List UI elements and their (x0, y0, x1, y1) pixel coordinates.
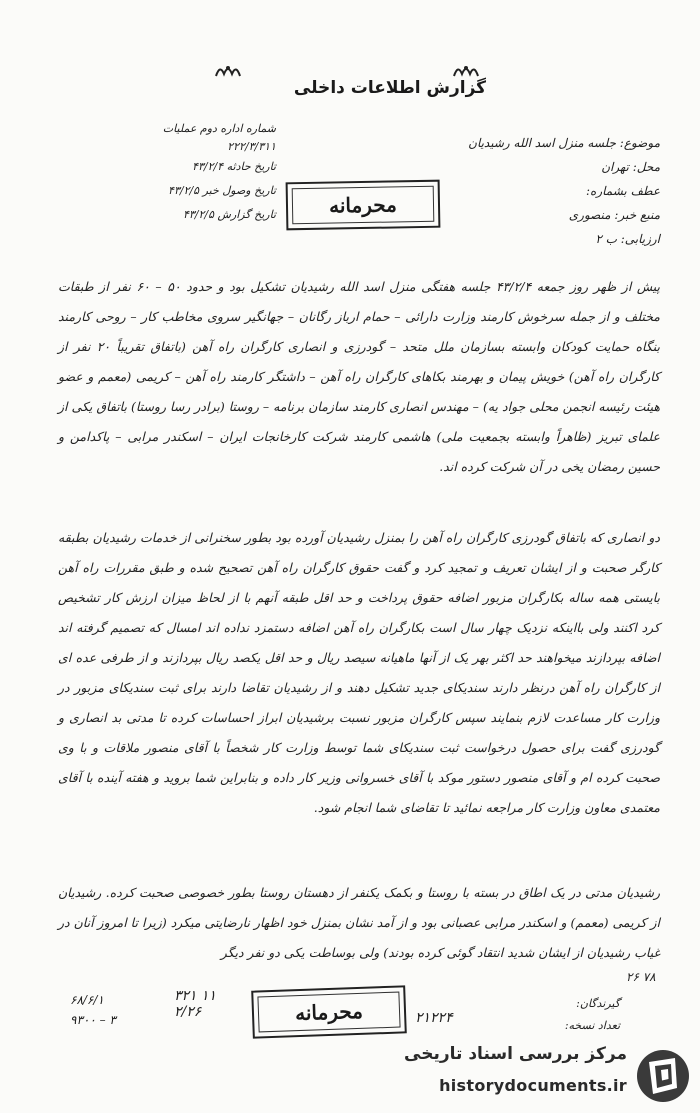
evaluation-line: ارزیابی: ب ۲ (595, 232, 660, 246)
watermark (395, 1040, 695, 1110)
body-paragraph-1: پیش از ظهر روز جمعه ۴۳/۲/۴ جلسه هفتگی منزل اسد الله رشیدیان تشکیل بود و حدود ۵۰ – ۶۰ نفر از طبقات مختلف و از جمله سرخوش کارمند وزارت دارائی – حمام ارباز رگانان – جهانگیر سروی مخاطب کار – روحی کارمند بنگاه حمایت کودکان وابسته بسازمان ملل متحد – گودرزی و انصاری کارگران راه آهن (باتفاق تقریباً ۲۰ نفر از کارگران راه آهن) خویش پیمان و بهرمند بکاهای کارگران راه آهن – داشتگر کارمند راه آهن – کریمی (معمم و عضو هیئت رئیسه انجمن محلی جواد یه) – مهندس انصاری کارمند سازمان برنامه – روستا (برادر رسا روستا) باتفاق یکی از علمای تبریز (ظاهراً وابسته بجمعیت ملی) هاشمی کارمند شرکت کارخانجات ایران – اسکندر مرابی – پاکدامن و حسین رمضان یخی در آن شرکت کرده اند. (58, 279, 661, 474)
source-line: منبع خبر: منصوری (568, 208, 660, 222)
event-date: تاریخ حادثه ۴۳/۲/۴ (192, 160, 276, 173)
margin-note (70, 990, 160, 1030)
stamp-text: محرمانه (328, 192, 398, 218)
body-paragraph-2: دو انصاری که باتفاق گودرزی کارگران راه آهن را بمنزل رشیدیان آورده بود بطور سخنرانی از خدمات رشیدیان بطبقه کارگر صحبت و از ایشان تعریف و تمجید کرد و گفت حقوق کارگران راه آهن تصحیح شده و طبق مقررات راه آهن بایستی همه ساله بکارگران مزبور اضافه حقوق پرداخت و حد اقل طبقه آنهم با از لحاظ میزان ارزش کار تشخیص کرد اکنند ولی بااینکه نزدیک چهار سال است بکارگران راه آهن اضافه دستمزد نداده اند امسال که تصمیم گرفته اند اضافه بپردازند میخواهند حد اکثر بهر یک از آنها ماهیانه سیصد ریال و حد اقل یکصد ریال بپردازند و از طرفی عده ای از کارگران راه آهن درنظر دارند سندیکای جدید تشکیل دهند و از رشیدیان تقاضا دارند برای ثبت سندیکای مزبور در وزارت کار مساعدت لازم بنمایند سپس کارگران مزبور نسبت برشیدیان ابراز احساسات کرده تا مدتی بد انصاری و گودرزی گفت برای حصول درخواست ثبت سندیکای شما توسط وزارت کار شخصاً با آقای منصور ملاقات و با وی صحبت کرده ام و آقای منصور دستور موکد با آقای خسروانی وزیر کار داده و بنابراین شما بروید و هفته آینده با آقای معتمدی معاون وزارت کار مراجعه نمائید تا تقاضای شما انجام شود. (58, 530, 660, 815)
handwritten-number-1-text: ۳۲۱ ۱۱ (174, 988, 217, 1004)
confidential-stamp-bottom (251, 985, 407, 1038)
handwritten-number-2-text: ۲/۲۶ (174, 1004, 202, 1020)
subject-line: موضوع: جلسه منزل اسد الله رشیدیان (468, 136, 660, 150)
handwritten-number-1 (174, 988, 254, 1020)
document-title: گزارش اطلاعات داخلی (293, 78, 487, 98)
department-line: شماره اداره دوم عملیات (162, 122, 276, 135)
watermark-url: historydocuments.ir (439, 1076, 627, 1095)
receipt-date: تاریخ وصول خبر ۴۳/۲/۵ (168, 184, 276, 197)
archive-logo-icon (635, 1048, 691, 1104)
place-line: محل: تهران (601, 160, 660, 174)
watermark-org-name: مرکز بررسی اسناد تاریخی (404, 1044, 627, 1064)
margin-note-2: ۹۳۰۰ – ۳ (70, 1013, 116, 1027)
report-date: تاریخ گزارش ۴۳/۲/۵ (182, 208, 276, 221)
confidential-stamp (286, 180, 441, 231)
attachment-line: عطف بشماره: (585, 184, 660, 198)
body-paragraph-3: رشیدیان مدتی در یک اطاق در بسته با روستا و بکمک یکنفر از دهستان روستا بطور خصوصی صحبت کرده. رشیدیان از کریمی (معمم) و اسکندر مرابی عصبانی بود و از آمد نشان بمنزل خود اظهار نارضایتی میکرد (زیرا تا امروز آنان در غیاب رشیدیان از ایشان شدید انتقاد گوئی کرده بودند) ولی بوساطت یکی دو نفر دیگر (58, 885, 660, 960)
stamp-text: محرمانه (294, 998, 364, 1026)
copies-label: تعداد نسخه: (564, 1019, 620, 1032)
margin-note-1: ۶۸/۶/۱ (70, 993, 104, 1007)
emblem-icon (214, 62, 242, 80)
distribution-label: گیرندگان: (576, 997, 620, 1010)
handwritten-number-3: ۲۱۲۲۴ (415, 1010, 453, 1026)
margin-right-note: ۲۶ ۷۸ (626, 970, 656, 984)
reference-number: ۲۲۲/۳/۳۱۱ (227, 140, 276, 153)
